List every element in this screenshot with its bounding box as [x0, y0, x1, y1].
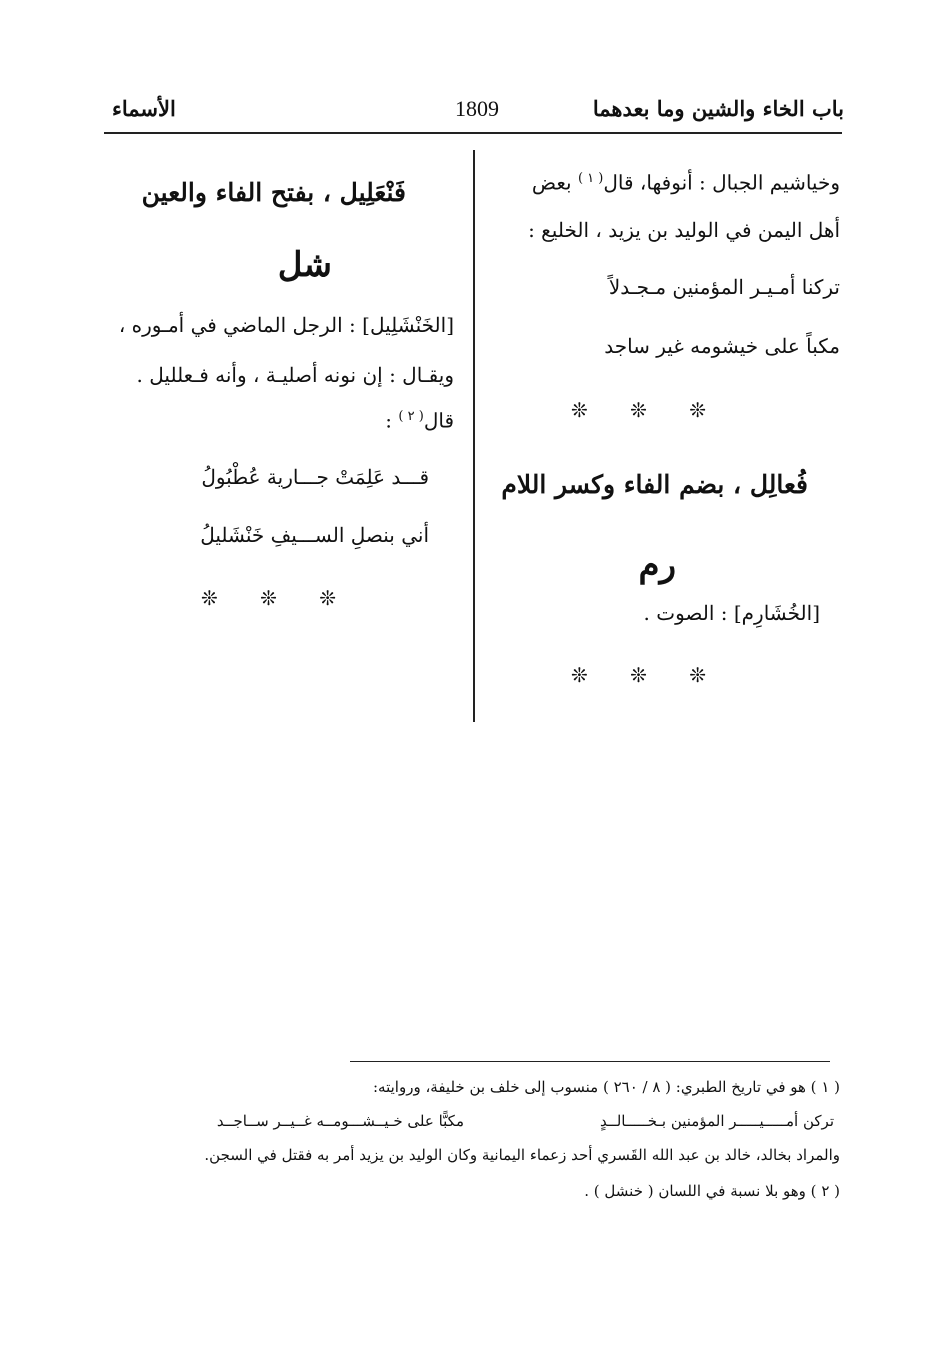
footnote-ref-1: ( ١ ) — [577, 171, 604, 186]
right-line-1-end: بعض — [531, 170, 572, 195]
column-divider — [473, 150, 475, 722]
right-verse-2: مكباً على خيشومه غير ساجد — [604, 334, 840, 358]
right-text-line-1 — [532, 172, 840, 193]
entry-khanshalil-line-2: ويقـال : إن نونه أصليـة ، وأنه فـعلليل . — [136, 363, 454, 387]
section-separator-stars: ❊ ❊ ❊ — [201, 586, 354, 610]
right-text-line-2: أهل اليمن في الوليد بن يزيد ، الخليع : — [528, 218, 840, 242]
pattern-heading-fuaalil: فُعالِل ، بضم الفاء وكسر اللام — [501, 470, 808, 499]
footnote-2: ( ٢ ) وهو بلا نسبة في اللسان ( خنشل ) . — [584, 1182, 840, 1200]
section-separator-stars: ❊ ❊ ❊ — [571, 663, 724, 687]
root-heading-shl: شل — [277, 245, 332, 285]
entry-khusharim: [الخُشَارِم] : الصوت . — [643, 601, 820, 625]
page-number: 1809 — [455, 96, 499, 121]
footnote-1-verse-a: تركن أمـــــيـــــر المؤمنين بـخـــــالــدٍ — [600, 1112, 834, 1130]
header-rule — [104, 132, 842, 134]
entry-khanshalil-line-1: [الخَنْشَلِيل] : الرجل الماضي في أمـوره ، — [118, 313, 454, 337]
footnote-1: ( ١ ) هو في تاريخ الطبري: ( ٨ / ٢٦٠ ) منسوب إلى خلف بن خليفة، وروايته: — [373, 1078, 840, 1096]
footnote-rule — [350, 1061, 830, 1062]
right-line-1-text: وخياشيم الجبال : أنوفها، قال — [603, 170, 840, 195]
left-line-3-end: : — [385, 408, 393, 433]
entry-khanshalil-line-3 — [385, 410, 454, 431]
left-verse-2: أني بنصلِ الســـيفِ خَنْشَليلُ — [200, 523, 429, 547]
pattern-heading-fanalil: فَنْعَلِيل ، بفتح الفاء والعين — [141, 178, 406, 207]
left-verse-1: قـــد عَلِمَتْ جـــارية عُطْبُولُ — [201, 465, 429, 489]
footnote-1-verse-b: مكبًّا على خـيــشـــومــه غــيــر ســاجــد — [216, 1112, 464, 1130]
right-verse-1: تركنا أمـيـر المؤمنين مـجـدلاً — [608, 275, 840, 299]
section-separator-stars: ❊ ❊ ❊ — [571, 398, 724, 422]
footnote-ref-2: ( ٢ ) — [398, 409, 424, 424]
running-header-chapter: باب الخاء والشين وما بعدهما — [592, 96, 844, 121]
running-header-section: الأسماء — [112, 96, 176, 121]
left-line-3-text: قال — [423, 408, 454, 433]
root-heading-rm: رم — [638, 545, 676, 585]
footnote-1-note: والمراد بخالد، خالد بن عبد الله القَسري أحد زعماء اليمانية وكان الوليد بن يزيد أمر به فقتل في السجن. — [204, 1146, 840, 1164]
